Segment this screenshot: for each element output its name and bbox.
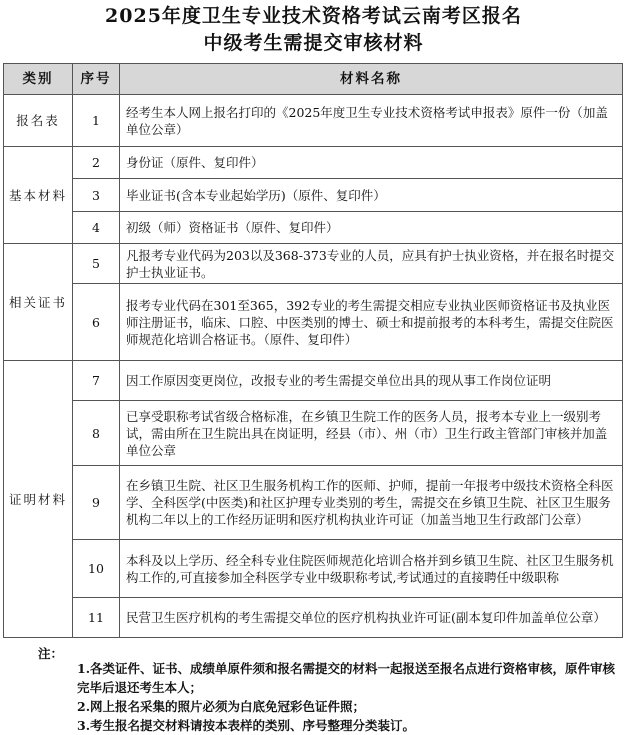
table-row [4, 147, 623, 179]
category-registration: 报名表 [4, 95, 73, 147]
header-material: 材料名称 [120, 64, 623, 95]
table-row [4, 95, 623, 147]
row-seq: 1 [73, 95, 120, 147]
document-title [0, 0, 627, 57]
row-material: 经考生本人网上报名打印的《2025年度卫生专业技术资格考试申报表》原件一份（加盖单位公章） [120, 95, 623, 147]
category-basic: 基本材料 [4, 147, 73, 244]
row-seq: 4 [73, 212, 120, 244]
notes-list [77, 659, 617, 735]
row-material: 凡报考专业代码为203以及368-373专业的人员，应具有护士执业资格，并在报名时提交护士执业证书。 [120, 244, 623, 284]
row-seq: 2 [73, 147, 120, 179]
row-seq: 11 [73, 598, 120, 638]
table-row [4, 284, 623, 361]
row-material: 初级（师）资格证书（原件、复印件） [120, 212, 623, 244]
row-seq: 7 [73, 361, 120, 401]
table-row [4, 598, 623, 638]
row-material: 已享受职称考试省级合格标准，在乡镇卫生院工作的医务人员，报考本专业上一级别考试，需由所在卫生院出具在岗证明，经县（市）、州（市）卫生行政主管部门审核并加盖单位公章 [120, 401, 623, 466]
row-material: 本科及以上学历、经全科专业住院医师规范化培训合格并到乡镇卫生院、社区卫生服务机构工作的,可直接参加全科医学专业中级职称考试,考试通过的直接聘任中级职称 [120, 540, 623, 598]
table-header-row [4, 64, 623, 95]
note-item: 1.各类证件、证书、成绩单原件须和报名需提交的材料一起报送至报名点进行资格审核，原件审核完毕后退还考生本人； [77, 661, 616, 695]
row-material: 在乡镇卫生院、社区卫生服务机构工作的医师、护师，提前一年报考中级技术资格全科医学、全科医学(中医类)和社区护理专业类别的考生，需提交在乡镇卫生院、社区卫生服务机构二年以上的工作经历证明和医疗机构执业许可证（加盖当地卫生行政部门公章） [120, 466, 623, 540]
table-row [4, 361, 623, 401]
table-row [4, 212, 623, 244]
category-proof: 证明材料 [4, 361, 73, 638]
row-seq: 9 [73, 466, 120, 540]
note-item: 3.考生报名提交材料请按本表样的类别、序号整理分类装订。 [77, 718, 416, 733]
title-line-1: 2025年度卫生专业技术资格考试云南考区报名 [105, 5, 522, 27]
category-certificates: 相关证书 [4, 244, 73, 361]
row-seq: 3 [73, 179, 120, 212]
row-material: 民营卫生医疗机构的考生需提交单位的医疗机构执业许可证(副本复印件加盖单位公章） [120, 598, 623, 638]
table-row [4, 540, 623, 598]
notes-label: 注： [38, 646, 64, 661]
table-row [4, 244, 623, 284]
row-material: 因工作原因变更岗位，改报专业的考生需提交单位出具的现从事工作岗位证明 [120, 361, 623, 401]
note-item: 2.网上报名采集的照片必须为白底免冠彩色证件照； [77, 699, 366, 714]
header-category: 类别 [4, 64, 73, 95]
row-seq: 10 [73, 540, 120, 598]
row-material: 身份证（原件、复印件） [120, 147, 623, 179]
row-material: 毕业证书(含本专业起始学历)（原件、复印件） [120, 179, 623, 212]
table-row [4, 401, 623, 466]
row-seq: 5 [73, 244, 120, 284]
table-row [4, 466, 623, 540]
row-seq: 8 [73, 401, 120, 466]
row-material: 报考专业代码在301至365，392专业的考生需提交相应专业执业医师资格证书及执业医师注册证书，临床、口腔、中医类别的博士、硕士和提前报考的本科考生，需提交住院医师规范化培训合格证书。（原件、复印件） [120, 284, 623, 361]
row-seq: 6 [73, 284, 120, 361]
title-line-2: 中级考生需提交审核材料 [203, 32, 424, 54]
header-seq: 序号 [73, 64, 120, 95]
table-row [4, 179, 623, 212]
materials-table [3, 63, 623, 638]
